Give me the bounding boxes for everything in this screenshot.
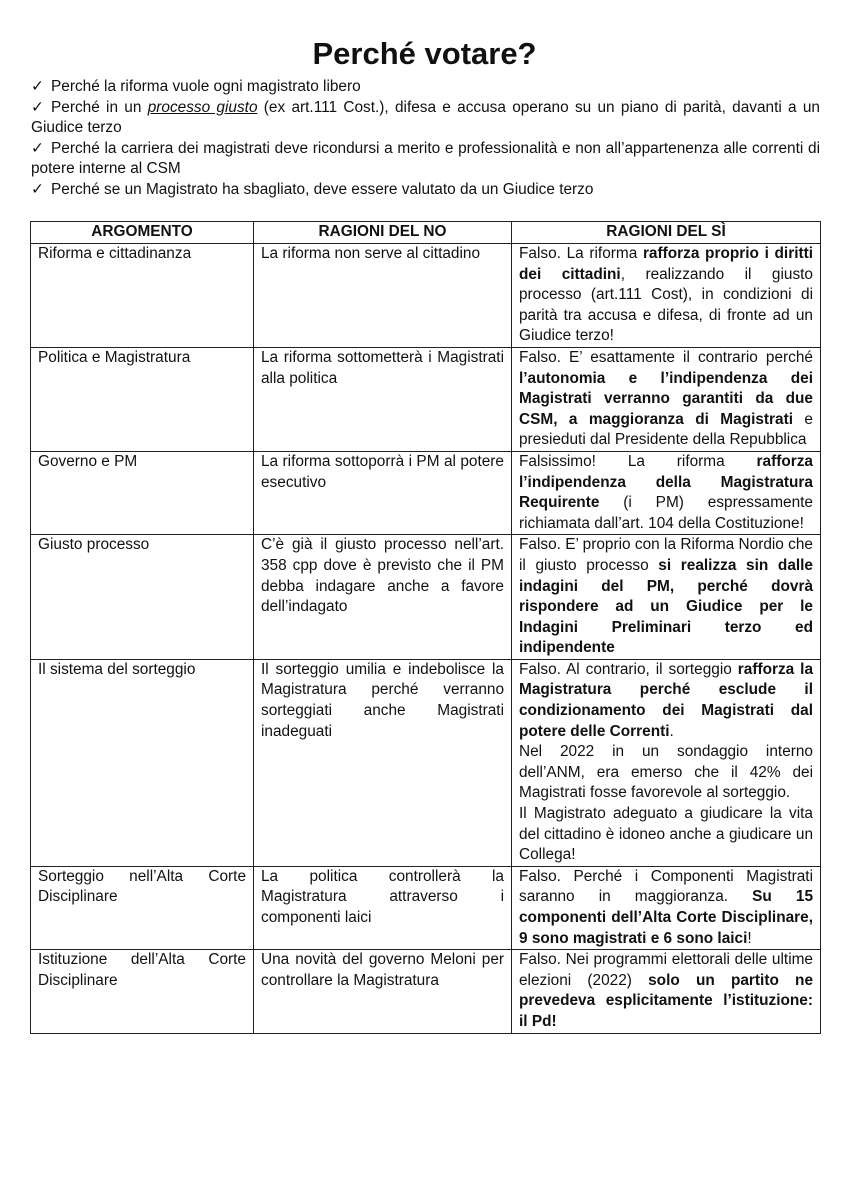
text-segment: ! xyxy=(747,929,752,947)
text-segment: Il Magistrato adeguato a giudicare la vita del cittadino è idoneo anche a giudicare un Collega! xyxy=(519,805,813,864)
reason-item xyxy=(31,139,820,180)
checkmark-icon: ✓ xyxy=(31,139,44,157)
table-body xyxy=(31,244,821,1034)
text-segment: Falso. Nei programmi elettorali delle ultime elezioni (2022) xyxy=(519,951,813,989)
bold-segment: solo un partito ne prevedeva esplicitamente l’istituzione: il Pd! xyxy=(519,971,814,1030)
cell-ragioni-si xyxy=(512,535,821,660)
reason-text-post: (ex art.111 Cost.), difesa e accusa operano su un piano di parità, davanti a un Giudice terzo xyxy=(31,98,820,137)
cell-argomento: Istituzione dell’Alta Corte Disciplinare xyxy=(31,950,254,1033)
text-segment: Falso. La riforma xyxy=(519,245,643,262)
cell-ragioni-si xyxy=(512,950,821,1033)
cell-ragioni-no: La riforma sottometterà i Magistrati alla politica xyxy=(254,347,512,451)
cell-ragioni-no: Una novità del governo Meloni per controllare la Magistratura xyxy=(254,950,512,1033)
text-segment: Falsissimo! La riforma xyxy=(519,452,757,470)
bold-segment: rafforza la Magistratura perché esclude il condizionamento dei Magistrati dal potere delle Correnti xyxy=(519,660,814,740)
cell-ragioni-no: C’è già il giusto processo nell’art. 358 cpp dove è previsto che il PM debba indagare anche a favore dell’indagato xyxy=(254,535,512,660)
cell-argomento: Riforma e cittadinanza xyxy=(31,244,254,348)
text-segment: . xyxy=(669,722,674,740)
checkmark-icon: ✓ xyxy=(31,78,44,95)
bold-segment: Su 15 componenti dell’Alta Corte Disciplinare, 9 sono magistrati e 6 sono laici xyxy=(519,888,813,947)
reason-item xyxy=(31,98,820,139)
text-segment: Falso. Perché i Componenti Magistrati saranno in maggioranza. xyxy=(519,867,813,906)
checkmark-icon: ✓ xyxy=(31,98,44,116)
table-row xyxy=(31,866,821,949)
cell-ragioni-si xyxy=(512,347,821,451)
cell-ragioni-no: Il sorteggio umilia e indebolisce la Magistratura perché verranno sorteggiati anche Magistrati inadeguati xyxy=(254,659,512,866)
table-header-row xyxy=(31,222,821,244)
cell-ragioni-si xyxy=(512,659,821,866)
reason-text: Perché se un Magistrato ha sbagliato, deve essere valutato da un Giudice terzo xyxy=(51,180,594,198)
text-segment: Falso. E’ esattamente il contrario perché xyxy=(519,348,813,366)
reason-text-pre: Perché in un xyxy=(51,98,148,116)
text-segment: (i PM) espressamente richiamata dall’art. 104 della Costituzione! xyxy=(519,494,813,532)
reason-text: Perché la riforma vuole ogni magistrato libero xyxy=(51,78,361,95)
cell-argomento: Giusto processo xyxy=(31,535,254,660)
table-row xyxy=(31,347,821,451)
table-row xyxy=(31,451,821,534)
cell-ragioni-si xyxy=(512,866,821,949)
page-title: Perché votare? xyxy=(312,36,537,71)
text-segment: e presieduti dal Presidente della Repubblica xyxy=(519,410,813,449)
bold-segment: rafforza l’indipendenza della Magistratura Requirente xyxy=(519,452,813,512)
cell-ragioni-no: La riforma sottoporrà i PM al potere esecutivo xyxy=(254,451,512,534)
cell-ragioni-si xyxy=(512,451,821,534)
text-segment: Nel 2022 in un sondaggio interno dell’ANM, era emerso che il 42% dei Magistrati fosse favorevole al sorteggio. xyxy=(519,743,813,802)
bold-segment: l’autonomia e l’indipendenza dei Magistrati verranno garantiti da due CSM, a maggioranza di Magistrati xyxy=(519,369,813,428)
cell-ragioni-no: La politica controllerà la Magistratura attraverso i componenti laici xyxy=(254,866,512,949)
reason-item xyxy=(31,77,820,98)
reason-item xyxy=(31,180,820,201)
reason-text-underlined: processo giusto xyxy=(147,98,258,116)
table-row xyxy=(31,244,821,348)
text-segment: , realizzando il giusto processo (art.111 Cost), in condizioni di parità tra accusa e difesa, di fronte ad un Giudice terzo! xyxy=(519,265,813,345)
cell-argomento: Politica e Magistratura xyxy=(31,347,254,451)
bold-segment: si realizza sin dalle indagini del PM, perché dovrà rispondere ad un Giudice per le Indagini Preliminari terzo ed indipendente xyxy=(519,556,813,657)
text-segment: Falso. Al contrario, il sorteggio xyxy=(519,660,738,678)
checkmark-icon: ✓ xyxy=(31,180,44,198)
cell-ragioni-no: La riforma non serve al cittadino xyxy=(254,244,512,348)
table-row xyxy=(31,659,821,866)
reason-text: Perché la carriera dei magistrati deve ricondursi a merito e professionalità e non all’appartenenza alle correnti di potere interne al CSM xyxy=(31,139,820,178)
bold-segment: rafforza proprio i diritti dei cittadini xyxy=(519,245,813,283)
cell-ragioni-si xyxy=(512,244,821,348)
header-argomento: ARGOMENTO xyxy=(31,222,254,244)
header-ragioni-no: RAGIONI DEL NO xyxy=(254,222,512,244)
header-ragioni-si: RAGIONI DEL SÌ xyxy=(512,222,821,244)
cell-argomento: Il sistema del sorteggio xyxy=(31,659,254,866)
cell-argomento: Governo e PM xyxy=(31,451,254,534)
reasons-list xyxy=(31,77,820,201)
table-row xyxy=(31,535,821,660)
cell-argomento: Sorteggio nell’Alta Corte Disciplinare xyxy=(31,866,254,949)
comparison-table xyxy=(30,221,821,1034)
table-row xyxy=(31,950,821,1033)
text-segment: Falso. E’ proprio con la Riforma Nordio che il giusto processo xyxy=(519,536,813,574)
